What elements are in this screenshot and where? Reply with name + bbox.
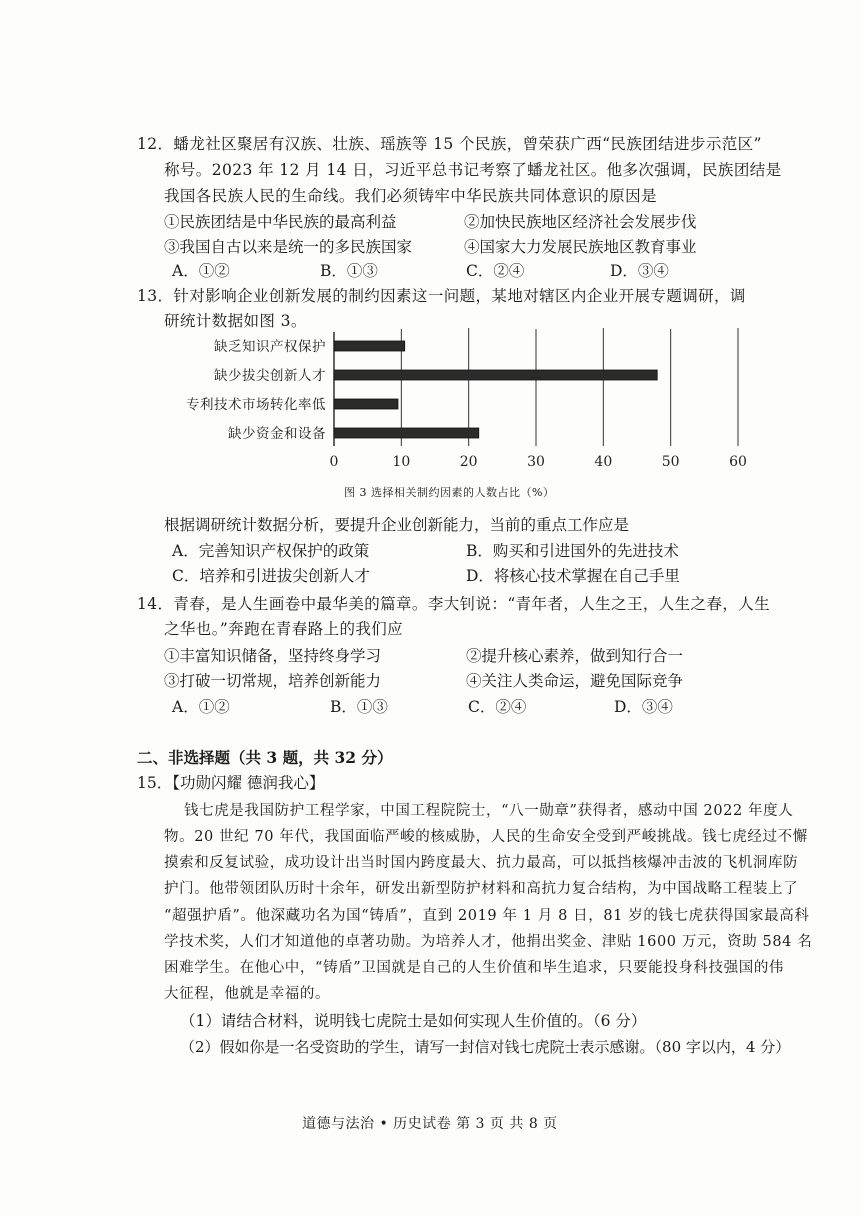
- q15-sub-question-2: （2）假如你是一名受资助的学生，请写一封信对钱七虎院士表示感谢。（80 字以内，4 分）: [180, 1038, 791, 1056]
- q13-choice-b: B．购买和引进国外的先进技术: [466, 542, 679, 560]
- q12-item-1: ①民族团结是中华民族的最高利益: [164, 213, 397, 231]
- q15-material-line-1: 钱七虎是我国防护工程学家，中国工程院院士，“八一勋章”获得者，感动中国 2022 年度人: [184, 803, 794, 819]
- q12-item-3: ③我国自古以来是统一的多民族国家: [164, 238, 413, 256]
- category-label: 缺乏知识产权保护: [214, 339, 326, 355]
- q15-material-line-8: 大征程，他就是幸福的。: [164, 986, 331, 1002]
- q14-choice-c: C．②④: [468, 698, 527, 716]
- q12-item-4: ④国家大力发展民族地区教育事业: [464, 238, 697, 256]
- x-tick-label: 0: [329, 454, 339, 470]
- q14-stem-line-1: 14．青春，是人生画卷中最华美的篇章。李大钊说：“青年者，人生之王，人生之春，人生: [137, 595, 771, 613]
- q15-material-line-2: 物。20 世纪 70 年代，我国面临严峻的核威胁，人民的生命安全受到严峻挑战。钱七虎经过不懈: [164, 829, 808, 845]
- q15-title: 15．【功勋闪耀 德润我心】: [137, 774, 325, 792]
- x-tick-label: 50: [661, 454, 680, 470]
- q13-choice-a: A．完善知识产权保护的政策: [172, 542, 370, 560]
- q13-follow-text: 根据调研统计数据分析，要提升企业创新能力，当前的重点工作应是: [164, 516, 630, 534]
- q14-choice-d: D．③④: [614, 698, 673, 716]
- q15-material-line-4: 护门。他带领团队历时十余年，研发出新型防护材料和高抗力复合结构，为中国战略工程装上了: [164, 881, 799, 897]
- bar: [334, 399, 398, 409]
- x-tick-label: 10: [392, 454, 411, 470]
- q15-material-line-6: 学技术奖，人们才知道他的卓著功勋。为培养人才，他捐出奖金、津贴 1600 万元，资助 584 名: [164, 934, 813, 950]
- bar-chart: [0, 0, 861, 480]
- chart-caption: 图 3 选择相关制约因素的人数占比（%）: [344, 486, 555, 499]
- q12-stem-line-1: 12．蟠龙社区聚居有汉族、壮族、瑶族等 15 个民族，曾荣获广西“民族团结进步示范区”: [137, 135, 762, 153]
- x-tick-label: 20: [459, 454, 478, 470]
- category-label: 缺少拔尖创新人才: [214, 368, 326, 384]
- q12-item-2: ②加快民族地区经济社会发展步伐: [464, 213, 697, 231]
- section-2-title: 二、非选择题（共 3 题，共 32 分）: [137, 748, 393, 767]
- q15-material-line-3: 摸索和反复试验，成功设计出当时国内跨度最大、抗力最高，可以抵挡核爆冲击波的飞机洞库防: [164, 855, 799, 871]
- q13-choice-c: C．培养和引进拔尖创新人才: [172, 567, 370, 585]
- x-tick-label: 40: [594, 454, 613, 470]
- x-tick-label: 30: [527, 454, 545, 470]
- category-label: 缺少资金和设备: [228, 426, 326, 442]
- q12-choice-b: B．①③: [320, 262, 378, 280]
- bar: [334, 428, 479, 438]
- x-tick-label: 60: [729, 454, 747, 470]
- q14-item-1: ①丰富知识储备，坚持终身学习: [164, 647, 382, 665]
- q12-stem-line-2: 称号。2023 年 12 月 14 日，习近平总书记考察了蟠龙社区。他多次强调，民族团结是: [164, 161, 782, 179]
- bar: [334, 341, 405, 351]
- q15-material-line-5: “超强护盾”。他深藏功名为国“铸盾”，直到 2019 年 1 月 8 日，81 岁的钱七虎获得国家最高科: [164, 908, 810, 924]
- bar: [334, 370, 657, 380]
- q12-choice-d: D．③④: [610, 262, 669, 280]
- q14-choice-a: A．①②: [172, 698, 230, 716]
- q15-material-line-7: 困难学生。在他心中，“铸盾”卫国就是自己的人生价值和毕生追求，只要能投身科技强国的伟: [164, 960, 785, 976]
- q15-sub-question-1: （1）请结合材料，说明钱七虎院士是如何实现人生价值的。（6 分）: [180, 1012, 647, 1030]
- category-label: 专利技术市场转化率低: [186, 397, 326, 413]
- q13-stem-line-2: 研统计数据如图 3。: [164, 312, 307, 330]
- q14-choice-b: B．①③: [330, 698, 388, 716]
- q14-item-2: ②提升核心素养，做到知行合一: [466, 647, 684, 665]
- q12-choice-a: A．①②: [172, 262, 230, 280]
- q14-item-4: ④关注人类命运，避免国际竞争: [466, 672, 684, 690]
- q13-choice-d: D．将核心技术掌握在自己手里: [466, 567, 680, 585]
- page-footer: 道德与法治 • 历史试卷 第 3 页 共 8 页: [302, 1116, 558, 1132]
- q12-choice-c: C．②④: [466, 262, 525, 280]
- q13-stem-line-1: 13．针对影响企业创新发展的制约因素这一问题，某地对辖区内企业开展专题调研，调: [137, 287, 746, 305]
- q14-item-3: ③打破一切常规，培养创新能力: [164, 672, 382, 690]
- q12-stem-line-3: 我国各民族人民的生命线。我们必须铸牢中华民族共同体意识的原因是: [164, 187, 657, 205]
- q14-stem-line-2: 之华也。”奔跑在青春路上的我们应: [164, 620, 404, 638]
